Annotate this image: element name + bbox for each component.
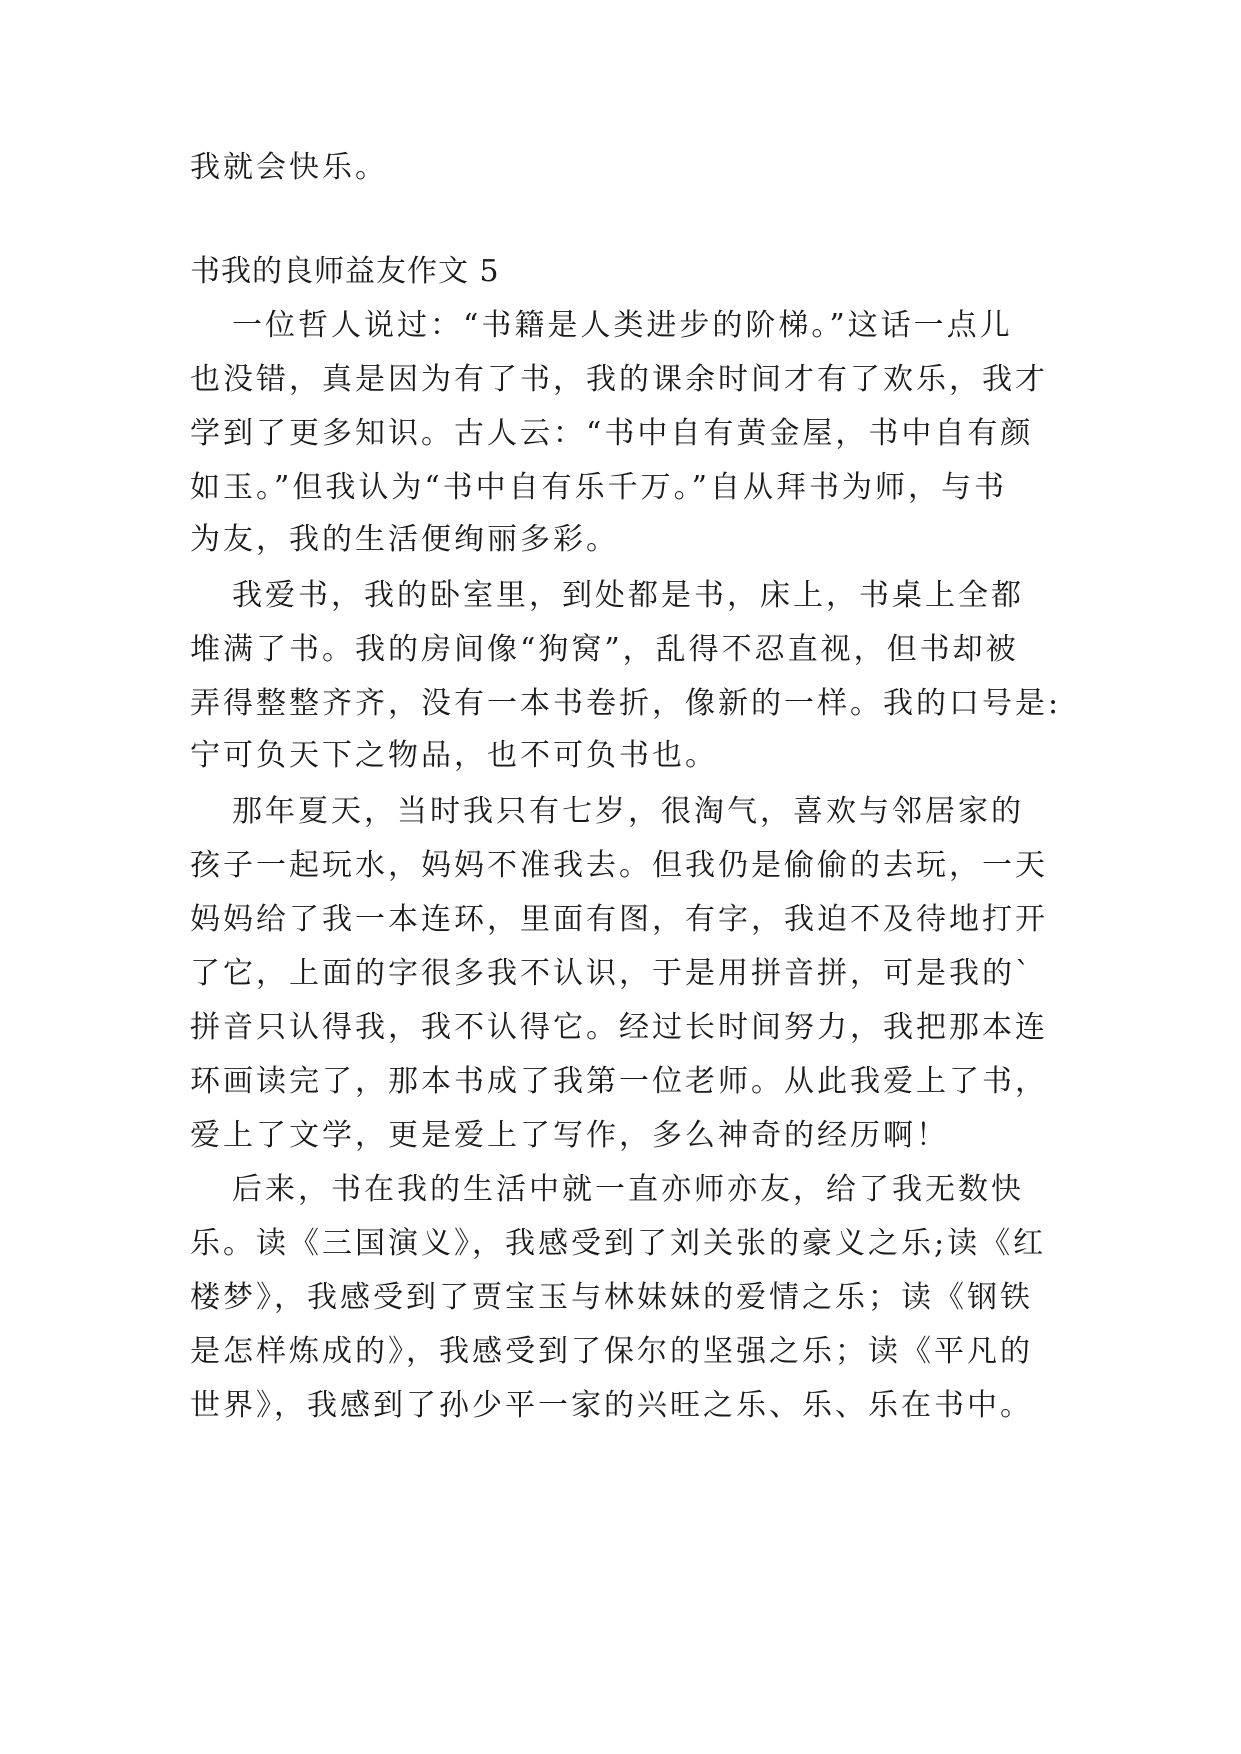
paragraph-3-line-3: 妈妈给了我一本连环，里面有图，有字，我迫不及待地打开: [190, 902, 1048, 937]
paragraph-4-line-5: 世界》，我感到了孙少平一家的兴旺之乐、乐、乐在书中。: [190, 1388, 1033, 1423]
paragraph-3-line-7: 爱上了文学，更是爱上了写作，多么神奇的经历啊！: [190, 1118, 949, 1153]
paragraph-1-line-1: 一位哲人说过：“书籍是人类进步的阶梯。”这话一点儿: [232, 308, 1013, 343]
paragraph-2-line-1: 我爱书，我的卧室里，到处都是书，床上，书桌上全都: [232, 578, 1024, 613]
paragraph-3-line-5: 拼音只认得我，我不认得它。经过长时间努力，我把那本连: [190, 1010, 1048, 1045]
paragraph-3-line-2: 孩子一起玩水，妈妈不准我去。但我仍是偷偷的去玩，一天: [190, 848, 1048, 883]
paragraph-1-line-5: 为友，我的生活便绚丽多彩。: [190, 522, 619, 557]
paragraph-4-line-3: 楼梦》，我感受到了贾宝玉与林妹妹的爱情之乐；读《钢铁: [190, 1280, 1033, 1315]
paragraph-2-line-2: 堆满了书。我的房间像“狗窝”，乱得不忍直视，但书却被: [190, 632, 1019, 667]
paragraph-3-line-6: 环画读完了，那本书成了我第一位老师。从此我爱上了书，: [190, 1064, 1048, 1099]
paragraph-2-line-3: 弄得整整齐齐，没有一本书卷折，像新的一样。我的口号是:: [190, 686, 1062, 721]
paragraph-3-line-4: 了它，上面的字很多我不认识，于是用拼音拼，可是我的`: [190, 956, 1033, 991]
paragraph-1-line-3: 学到了更多知识。古人云：“书中自有黄金屋，书中自有颜: [190, 416, 1034, 451]
paragraph-3-line-1: 那年夏天，当时我只有七岁，很淘气，喜欢与邻居家的: [232, 794, 1024, 829]
paragraph-1-line-4: 如玉。”但我认为“书中自有乐千万。”自从拜书为师，与书: [190, 470, 1008, 505]
essay-heading: 书我的良师益友作文 5: [190, 254, 500, 289]
intro-tail-text: 我就会快乐。: [190, 150, 388, 185]
paragraph-4-line-4: 是怎样炼成的》，我感受到了保尔的坚强之乐；读《平凡的: [190, 1334, 1033, 1369]
paragraph-2-line-4: 宁可负天下之物品，也不可负书也。: [190, 738, 718, 773]
paragraph-4-line-1: 后来，书在我的生活中就一直亦师亦友，给了我无数快: [232, 1172, 1024, 1207]
paragraph-1-line-2: 也没错，真是因为有了书，我的课余时间才有了欢乐，我才: [190, 362, 1048, 397]
paragraph-4-line-2: 乐。读《三国演义》，我感受到了刘关张的豪义之乐;读《红: [190, 1226, 1047, 1261]
